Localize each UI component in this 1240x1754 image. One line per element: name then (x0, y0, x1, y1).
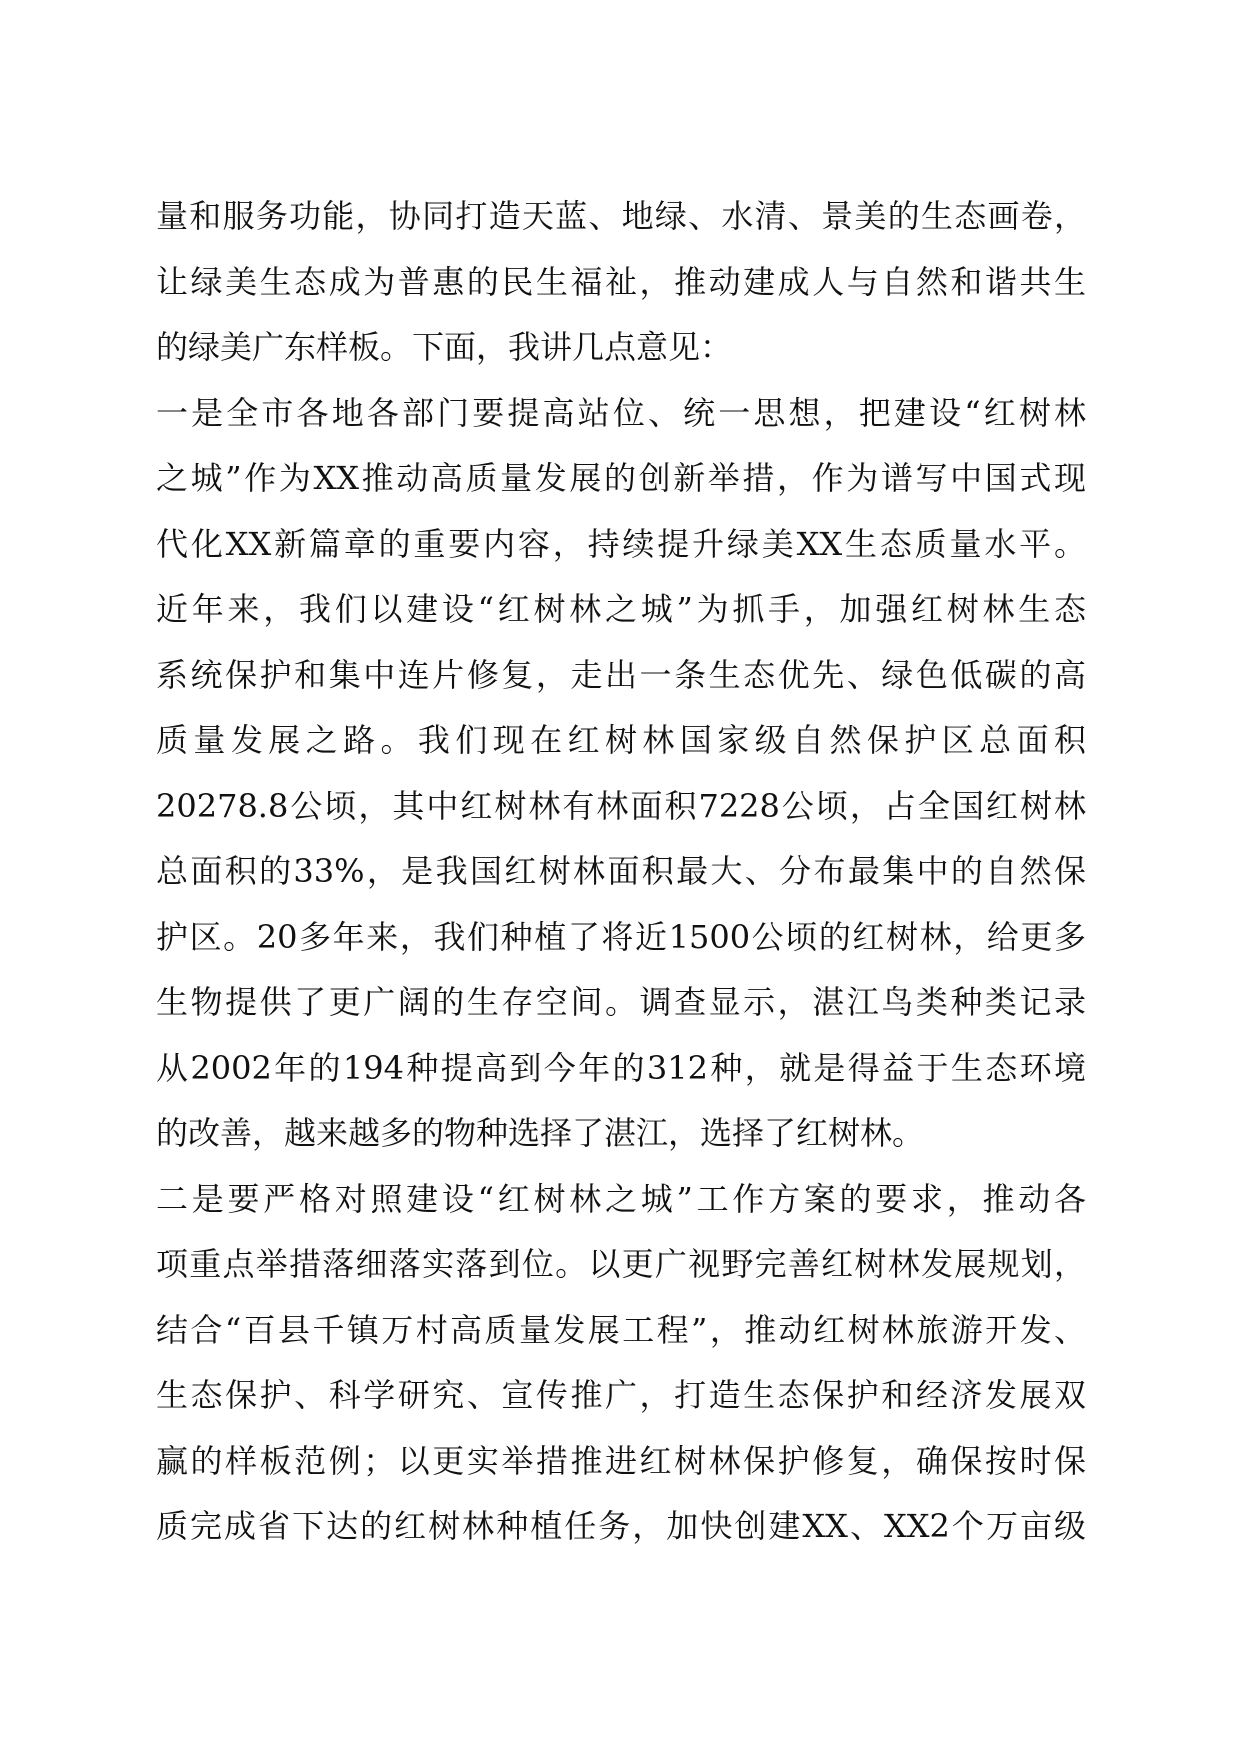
text-line: 一是全市各地各部门要提高站位、统一思想，把建设“红树林 (156, 393, 1086, 432)
body-text (156, 184, 1086, 1560)
text-line: 代化XX新篇章的重要内容，持续提升绿美XX生态质量水平。 (156, 524, 1086, 563)
text-line: 生物提供了更广阔的生存空间。调查显示，湛江鸟类种类记录 (156, 983, 1086, 1021)
text-line: 之城”作为XX推动高质量发展的创新举措，作为谱写中国式现 (156, 459, 1086, 497)
text-line: 项重点举措落细落实落到位。以更广视野完善红树林发展规划， (156, 1245, 1086, 1283)
text-line: 的改善，越来越多的物种选择了湛江，选择了红树林。 (156, 1114, 925, 1152)
text-line: 二是要严格对照建设“红树林之城”工作方案的要求，推动各 (156, 1179, 1086, 1218)
text-line: 近年来，我们以建设“红树林之城”为抓手，加强红树林生态 (156, 590, 1086, 628)
text-line: 的绿美广东样板。下面，我讲几点意见： (156, 328, 733, 366)
text-line: 20278.8公顷，其中红树林有林面积7228公顷，占全国红树林 (156, 786, 1086, 825)
text-line: 结合“百县千镇万村高质量发展工程”，推动红树林旅游开发、 (156, 1310, 1086, 1349)
text-line: 生态保护、科学研究、宣传推广，打造生态保护和经济发展双 (156, 1376, 1086, 1414)
text-line: 赢的样板范例；以更实举措推进红树林保护修复，确保按时保 (156, 1441, 1086, 1480)
text-line: 从2002年的194种提高到今年的312种，就是得益于生态环境 (156, 1048, 1086, 1087)
text-line: 量和服务功能，协同打造天蓝、地绿、水清、景美的生态画卷， (156, 197, 1086, 235)
text-line: 质量发展之路。我们现在红树林国家级自然保护区总面积 (156, 721, 1086, 759)
text-line: 护区。20多年来，我们种植了将近1500公顷的红树林，给更多 (156, 917, 1086, 956)
text-line: 让绿美生态成为普惠的民生福祉，推动建成人与自然和谐共生 (156, 262, 1086, 301)
text-line: 总面积的33%，是我国红树林面积最大、分布最集中的自然保 (156, 852, 1086, 890)
text-line: 质完成省下达的红树林种植任务，加快创建XX、XX2个万亩级 (156, 1507, 1086, 1545)
text-line: 系统保护和集中连片修复，走出一条生态优先、绿色低碳的高 (156, 655, 1086, 694)
